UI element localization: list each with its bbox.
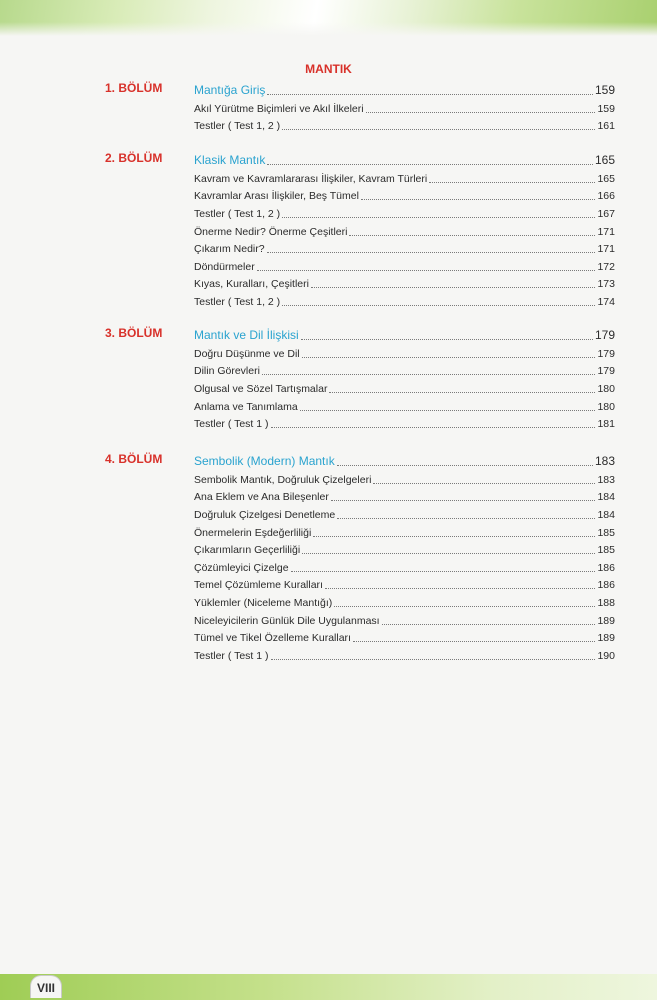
dot-leader xyxy=(331,499,596,501)
page-ref: 171 xyxy=(597,225,615,238)
entry-title: Çıkarım Nedir? xyxy=(194,243,265,256)
page-ref: 188 xyxy=(597,596,615,609)
dot-leader xyxy=(373,482,595,484)
toc-entry[interactable] xyxy=(194,116,615,133)
entry-title: Anlama ve Tanımlama xyxy=(194,400,298,413)
toc-entry[interactable] xyxy=(194,470,615,487)
chapter-title: Mantığa Giriş xyxy=(194,83,266,97)
page-ref: 185 xyxy=(597,526,615,539)
dot-leader xyxy=(267,163,593,165)
page-number: VIII xyxy=(30,975,62,998)
entry-title: Tümel ve Tikel Özelleme Kuralları xyxy=(194,632,351,645)
toc-entry[interactable] xyxy=(194,522,615,539)
page-ref: 159 xyxy=(597,102,615,115)
chapter-title: Mantık ve Dil İlişkisi xyxy=(194,328,299,342)
entry-title: Akıl Yürütme Biçimleri ve Akıl İlkeleri xyxy=(194,102,364,115)
dot-leader xyxy=(271,426,596,428)
toc-entry[interactable] xyxy=(194,361,615,378)
chapter-label: 2. BÖLÜM xyxy=(105,151,163,165)
toc-entry[interactable] xyxy=(194,396,615,413)
page-ref: 185 xyxy=(597,544,615,557)
dot-leader xyxy=(282,128,595,130)
toc-entry[interactable] xyxy=(194,99,615,116)
entry-title: Önermelerin Eşdeğerliliği xyxy=(194,526,312,539)
dot-leader xyxy=(382,623,596,625)
toc-entry[interactable] xyxy=(194,274,615,291)
chapter-heading[interactable] xyxy=(194,451,615,469)
page-ref: 183 xyxy=(597,473,615,486)
dot-leader xyxy=(282,304,595,306)
toc-entry[interactable] xyxy=(194,344,615,361)
page-ref: 166 xyxy=(597,190,615,203)
toc-entry[interactable] xyxy=(194,575,615,592)
dot-leader xyxy=(349,234,595,236)
dot-leader xyxy=(300,409,596,411)
page-ref: 180 xyxy=(597,382,615,395)
top-decorative-banner xyxy=(0,0,657,36)
entry-title: Çıkarımların Geçerliliği xyxy=(194,544,301,557)
entry-title: Doğruluk Çizelgesi Denetleme xyxy=(194,508,336,521)
toc-entry[interactable] xyxy=(194,628,615,645)
page-ref: 189 xyxy=(597,614,615,627)
dot-leader xyxy=(301,338,593,340)
page-ref: 171 xyxy=(597,243,615,256)
page-ref: 174 xyxy=(597,295,615,308)
entry-title: Testler ( Test 1, 2 ) xyxy=(194,295,281,308)
chapter-title: Sembolik (Modern) Mantık xyxy=(194,454,335,468)
page-ref: 165 xyxy=(594,153,615,167)
entry-title: Kavramlar Arası İlişkiler, Beş Tümel xyxy=(194,190,359,203)
toc-entry[interactable] xyxy=(194,221,615,238)
dot-leader xyxy=(353,640,596,642)
entry-title: Testler ( Test 1, 2 ) xyxy=(194,120,281,133)
toc-entry[interactable] xyxy=(194,487,615,504)
toc-entry[interactable] xyxy=(194,414,615,431)
entry-title: Sembolik Mantık, Doğruluk Çizelgeleri xyxy=(194,473,372,486)
chapter-label: 1. BÖLÜM xyxy=(105,81,163,95)
dot-leader xyxy=(337,517,595,519)
page-ref: 190 xyxy=(597,649,615,662)
entry-title: Olgusal ve Sözel Tartışmalar xyxy=(194,382,328,395)
entry-title: Doğru Düşünme ve Dil xyxy=(194,347,300,360)
entry-title: Ana Eklem ve Ana Bileşenler xyxy=(194,491,329,504)
entry-title: Kıyas, Kuralları, Çeşitleri xyxy=(194,278,309,291)
dot-leader xyxy=(282,216,595,218)
entry-title: Testler ( Test 1 ) xyxy=(194,418,269,431)
entry-title: Çözümleyici Çizelge xyxy=(194,561,289,574)
dot-leader xyxy=(302,356,596,358)
dot-leader xyxy=(257,269,596,271)
dot-leader xyxy=(334,605,595,607)
toc-entry[interactable] xyxy=(194,610,615,627)
chapter-label: 3. BÖLÜM xyxy=(105,326,163,340)
dot-leader xyxy=(361,198,596,200)
page-ref: 179 xyxy=(594,328,615,342)
page-ref: 181 xyxy=(597,418,615,431)
toc-entry[interactable] xyxy=(194,646,615,663)
page-ref: 184 xyxy=(597,491,615,504)
page-ref: 165 xyxy=(597,172,615,185)
page-ref: 183 xyxy=(594,454,615,468)
dot-leader xyxy=(262,373,596,375)
dot-leader xyxy=(271,658,596,660)
dot-leader xyxy=(366,111,596,113)
entry-title: Döndürmeler xyxy=(194,260,255,273)
toc-entry[interactable] xyxy=(194,204,615,221)
page-ref: 161 xyxy=(597,120,615,133)
page-ref: 173 xyxy=(597,278,615,291)
page-ref: 180 xyxy=(597,400,615,413)
toc-entry[interactable] xyxy=(194,379,615,396)
chapter-heading[interactable] xyxy=(194,325,615,343)
toc-entry[interactable] xyxy=(194,505,615,522)
entry-title: Niceleyicilerin Günlük Dile Uygulanması xyxy=(194,614,380,627)
page-ref: 184 xyxy=(597,508,615,521)
chapter-label: 4. BÖLÜM xyxy=(105,452,163,466)
page-ref: 167 xyxy=(597,207,615,220)
toc-entry[interactable] xyxy=(194,186,615,203)
dot-leader xyxy=(325,587,596,589)
page-ref: 159 xyxy=(594,83,615,97)
entry-title: Kavram ve Kavramlararası İlişkiler, Kavram Türleri xyxy=(194,172,428,185)
page-ref: 172 xyxy=(597,260,615,273)
toc-entry[interactable] xyxy=(194,239,615,256)
entry-title: Yüklemler (Niceleme Mantığı) xyxy=(194,596,333,609)
entry-title: Testler ( Test 1 ) xyxy=(194,649,269,662)
dot-leader xyxy=(337,464,593,466)
dot-leader xyxy=(302,552,595,554)
bottom-decorative-banner xyxy=(0,974,657,1000)
toc-entry[interactable] xyxy=(194,169,615,186)
toc-entry[interactable] xyxy=(194,540,615,557)
chapter-title: Klasik Mantık xyxy=(194,153,266,167)
toc-entry[interactable] xyxy=(194,257,615,274)
dot-leader xyxy=(429,181,595,183)
page-ref: 179 xyxy=(597,347,615,360)
entry-title: Temel Çözümleme Kuralları xyxy=(194,579,323,592)
dot-leader xyxy=(313,535,595,537)
chapter-heading[interactable] xyxy=(194,80,615,98)
toc-entry[interactable] xyxy=(194,292,615,309)
dot-leader xyxy=(311,286,596,288)
toc-entry[interactable] xyxy=(194,558,615,575)
entry-title: Dilin Görevleri xyxy=(194,365,260,378)
dot-leader xyxy=(329,391,595,393)
toc-entry[interactable] xyxy=(194,593,615,610)
dot-leader xyxy=(267,251,596,253)
page-ref: 186 xyxy=(597,561,615,574)
entry-title: Testler ( Test 1, 2 ) xyxy=(194,207,281,220)
page-ref: 186 xyxy=(597,579,615,592)
chapter-heading[interactable] xyxy=(194,150,615,168)
unit-title: MANTIK xyxy=(305,62,352,76)
dot-leader xyxy=(267,93,593,95)
dot-leader xyxy=(291,570,596,572)
entry-title: Önerme Nedir? Önerme Çeşitleri xyxy=(194,225,348,238)
page-ref: 189 xyxy=(597,632,615,645)
page-ref: 179 xyxy=(597,365,615,378)
